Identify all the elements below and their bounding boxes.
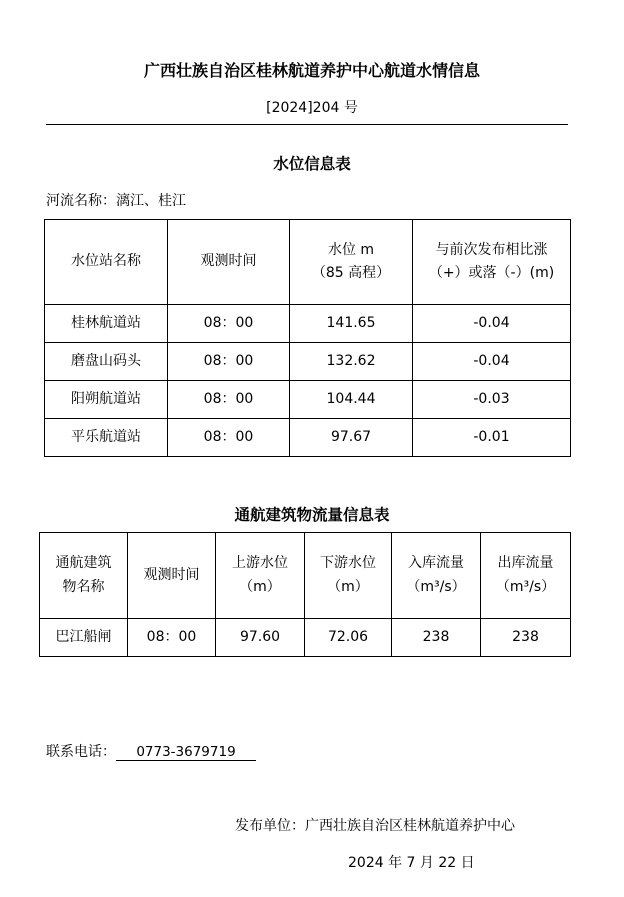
header-upstream-level (216, 533, 305, 619)
station-name: 阳朔航道站 (45, 381, 168, 419)
station-name: 平乐航道站 (45, 419, 168, 457)
table-row (45, 305, 571, 343)
flow-table (39, 532, 571, 657)
table-row (40, 619, 571, 657)
publisher: 发布单位：广西壮族自治区桂林航道养护中心 (235, 818, 515, 834)
header-change-line2: （+）或落（-）(m) (428, 265, 555, 281)
water-level-value: 104.44 (290, 381, 413, 419)
inflow-value: 238 (392, 619, 481, 657)
header-station: 水位站名称 (45, 220, 168, 305)
header-time: 观测时间 (168, 220, 290, 305)
downstream-level-value: 72.06 (305, 619, 392, 657)
table-header-row (45, 220, 571, 305)
header-upstream-line2: （m） (239, 578, 281, 595)
water-level-table (44, 219, 571, 457)
observe-time: 08：00 (168, 305, 290, 343)
header-inflow-line1: 入库流量 (408, 555, 464, 572)
station-name: 桂林航道站 (45, 305, 168, 343)
header-level-line1: 水位 m (327, 241, 375, 258)
header-structure-name-line1: 通航建筑 (55, 555, 112, 572)
water-level-table-title: 水位信息表 (273, 154, 351, 173)
level-change-value: -0.04 (413, 305, 571, 343)
header-level-line2: （85 高程） (311, 265, 391, 281)
observe-time: 08：00 (168, 381, 290, 419)
observe-time: 08：00 (168, 419, 290, 457)
header-outflow-line2: （m³/s） (495, 578, 556, 595)
header-upstream-line1: 上游水位 (232, 555, 288, 572)
header-change-line1: 与前次发布相比涨 (435, 241, 548, 258)
header-downstream-line2: （m） (327, 578, 369, 595)
table-row (45, 343, 571, 381)
header-level (290, 220, 413, 305)
observe-time: 08：00 (168, 343, 290, 381)
river-name: 河流名称：漓江、桂江 (46, 193, 186, 209)
contact-phone: 0773-3679719 (116, 744, 256, 761)
header-structure-name (40, 533, 128, 619)
table-row (45, 419, 571, 457)
level-change-value: -0.04 (413, 343, 571, 381)
upstream-level-value: 97.60 (216, 619, 305, 657)
outflow-value: 238 (481, 619, 571, 657)
header-change (413, 220, 571, 305)
header-inflow (392, 533, 481, 619)
structure-name: 巴江船闸 (40, 619, 128, 657)
water-level-value: 132.62 (290, 343, 413, 381)
water-level-value: 141.65 (290, 305, 413, 343)
contact-line (46, 741, 256, 761)
water-level-value: 97.67 (290, 419, 413, 457)
document-title: 广西壮族自治区桂林航道养护中心航道水情信息 (143, 61, 480, 80)
header-downstream-level (305, 533, 392, 619)
header-downstream-line1: 下游水位 (320, 555, 376, 572)
publish-date: 2024 年 7 月 22 日 (348, 855, 475, 871)
header-inflow-line2: （m³/s） (406, 578, 466, 595)
contact-label: 联系电话： (46, 744, 116, 760)
observe-time: 08：00 (128, 619, 216, 657)
table-row (45, 381, 571, 419)
header-outflow (481, 533, 571, 619)
level-change-value: -0.03 (413, 381, 571, 419)
document-number: [2024]204 号 (266, 100, 358, 116)
table-header-row (40, 533, 571, 619)
station-name: 磨盘山码头 (45, 343, 168, 381)
header-time: 观测时间 (128, 533, 216, 619)
header-structure-name-line2: 物名称 (62, 578, 105, 595)
flow-table-title: 通航建筑物流量信息表 (234, 505, 390, 524)
header-outflow-line1: 出库流量 (497, 555, 554, 572)
level-change-value: -0.01 (413, 419, 571, 457)
header-divider (46, 124, 568, 125)
